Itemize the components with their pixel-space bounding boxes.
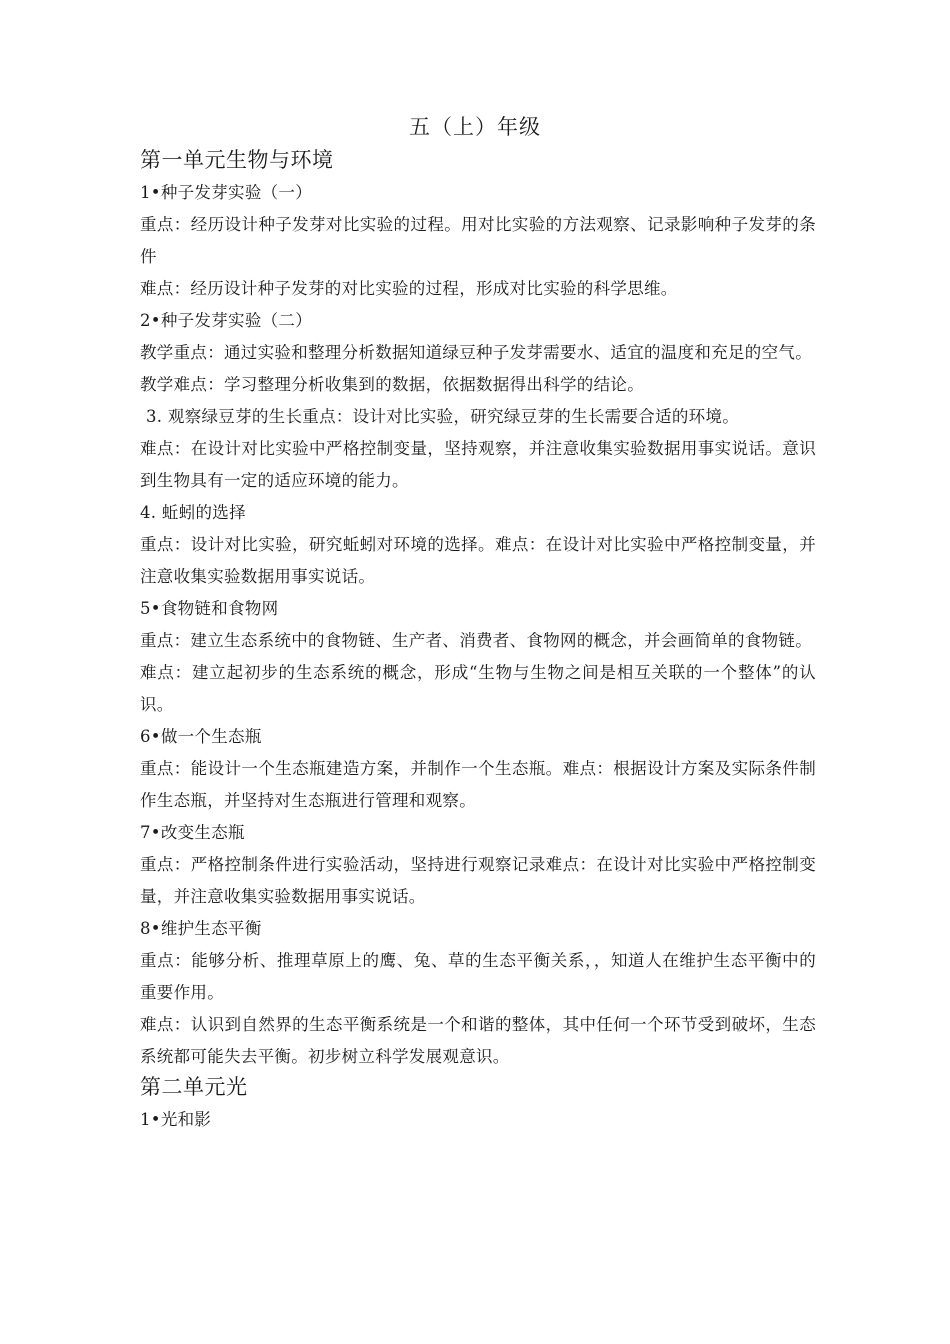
lesson-5-key-point: 重点：建立生态系统中的食物链、生产者、消费者、食物网的概念，并会画简单的食物链。: [140, 631, 812, 650]
lesson-3-difficulty: 难点：在设计对比实验中严格控制变量，坚持观察，并注意收集实验数据用事实说话。意识到生物具有一定的适应环境的能力。: [140, 439, 816, 490]
document-body: [140, 146, 816, 1136]
lesson-8-key-point: 重点：能够分析、推理草原上的鹰、兔、草的生态平衡关系，，知道人在维护生态平衡中的重要作用。: [140, 951, 816, 1002]
lesson-heading-6: 6•做一个生态瓶: [140, 727, 262, 746]
lesson-6-points: 重点：能设计一个生态瓶建造方案，并制作一个生态瓶。难点：根据设计方案及实际条件制作生态瓶，并坚持对生态瓶进行管理和观察。: [140, 759, 816, 810]
lesson-7-points: 重点：严格控制条件进行实验活动，坚持进行观察记录难点：在设计对比实验中严格控制变量，并注意收集实验数据用事实说话。: [140, 855, 816, 906]
lesson-8-difficulty: 难点：认识到自然界的生态平衡系统是一个和谐的整体，其中任何一个环节受到破坏，生态系统都可能失去平衡。初步树立科学发展观意识。: [140, 1015, 816, 1066]
lesson-5-difficulty: 难点：建立起初步的生态系统的概念，形成“生物与生物之间是相互关联的一个整体”的认识。: [140, 663, 816, 714]
lesson-2-key-point: 教学重点：通过实验和整理分析数据知道绿豆种子发芽需要水、适宜的温度和充足的空气。: [140, 343, 812, 362]
lesson-heading-8: 8•维护生态平衡: [140, 919, 262, 938]
lesson-4-points: 重点：设计对比实验，研究蚯蚓对环境的选择。难点：在设计对比实验中严格控制变量，并注意收集实验数据用事实说话。: [140, 535, 816, 586]
lesson-heading-4: 4. 蚯蚓的选择: [140, 503, 246, 522]
lesson-heading-5: 5•食物链和食物网: [140, 599, 279, 618]
lesson-3-heading-key-point: 3. 观察绿豆芽的生长重点：设计对比实验，研究绿豆芽的生长需要合适的环境。: [146, 407, 740, 426]
lesson-1-key-point: 重点：经历设计种子发芽对比实验的过程。用对比实验的方法观察、记录影响种子发芽的条件: [140, 215, 816, 266]
lesson-heading-7: 7•改变生态瓶: [140, 823, 245, 842]
unit-heading-2: 第二单元光: [140, 1075, 248, 1099]
unit-heading-1: 第一单元生物与环境: [140, 148, 334, 172]
lesson-heading-unit2-1: 1•光和影: [140, 1110, 212, 1129]
lesson-heading-1: 1•种子发芽实验（一）: [140, 183, 313, 202]
page-title: 五（上）年级: [409, 115, 541, 139]
lesson-2-difficulty: 教学难点：学习整理分析收集到的数据，依据数据得出科学的结论。: [140, 375, 644, 394]
lesson-heading-2: 2•种子发芽实验（二）: [140, 311, 313, 330]
lesson-1-difficulty: 难点：经历设计种子发芽的对比实验的过程，形成对比实验的科学思维。: [140, 279, 678, 298]
